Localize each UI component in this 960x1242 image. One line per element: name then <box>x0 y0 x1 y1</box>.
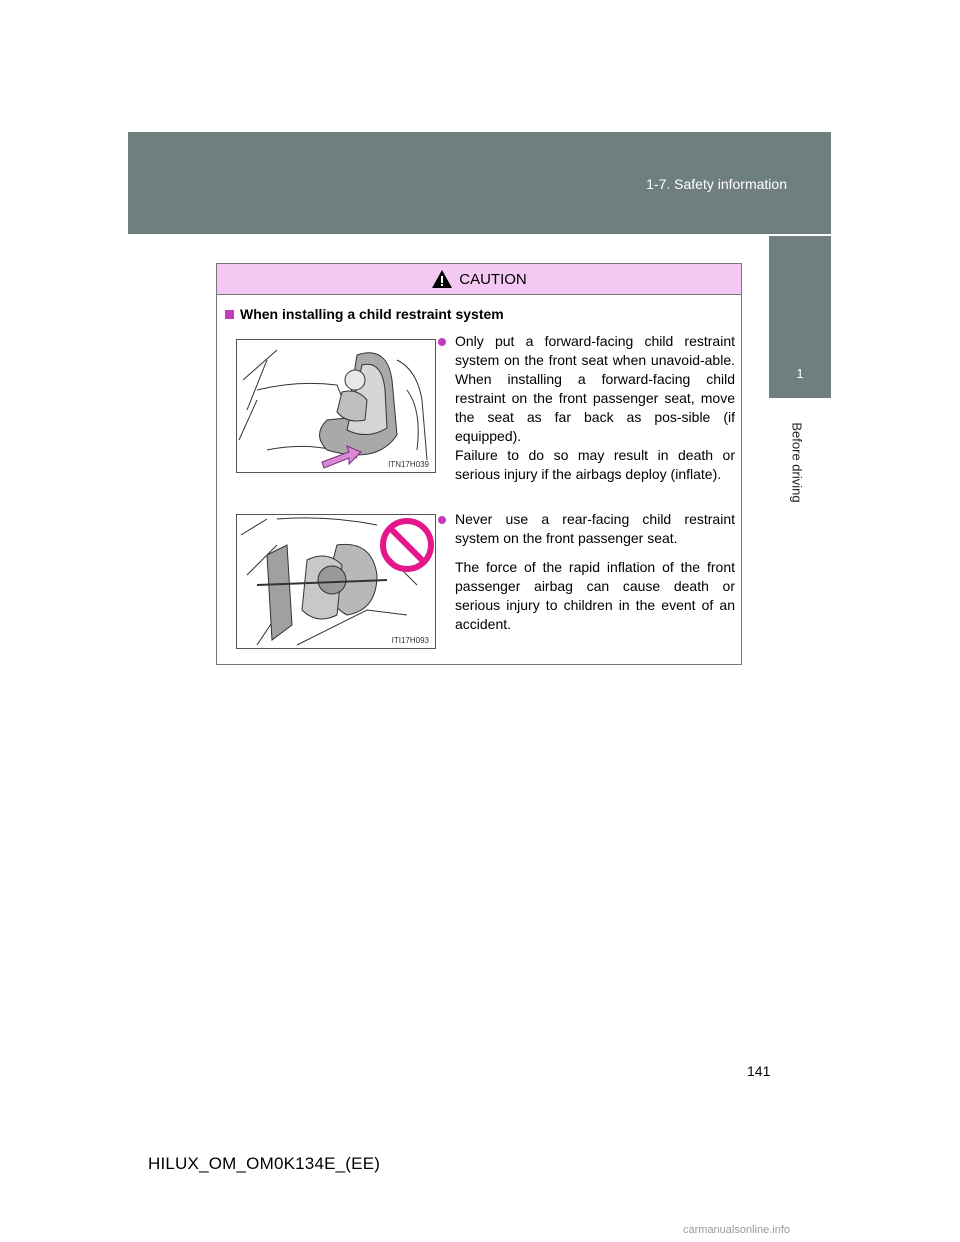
figure-code: ITN17H039 <box>388 460 429 469</box>
chapter-label-text: Before driving <box>789 422 805 503</box>
header-band <box>128 132 831 234</box>
watermark: carmanualsonline.info <box>683 1224 791 1236</box>
chapter-label <box>787 410 807 503</box>
round-bullet-icon <box>438 516 446 524</box>
caution-subheading <box>225 306 504 322</box>
caution-title: CAUTION <box>459 270 527 288</box>
chapter-tab <box>769 236 831 398</box>
forward-facing-seat-illustration <box>236 339 436 473</box>
bullet-followup: The force of the rapid inflation of the front passenger airbag can cause death or serious injury to children in the event of an accident. <box>455 559 735 632</box>
bullet-followup: Failure to do so may result in death or serious injury if the airbags deploy (inflate). <box>455 447 735 482</box>
chapter-number: 1 <box>796 366 804 381</box>
bullet-text: Only put a forward-facing child restraint system on the front seat when unavoid-able. When installing a forward-facing child restraint on the front passenger seat, move the seat as far back as pos-sible (if equipped). <box>455 333 735 444</box>
bullet-rear-facing <box>446 510 735 634</box>
subheading-text: When installing a child restraint system <box>240 306 504 322</box>
bullet-text: Never use a rear-facing child restraint system on the front passenger seat. <box>455 511 735 546</box>
airbag-drawing <box>237 515 436 649</box>
caution-box <box>216 263 742 665</box>
rear-facing-prohibited-illustration <box>236 514 436 649</box>
square-bullet-icon <box>225 310 234 319</box>
caution-header <box>217 264 741 295</box>
document-code: HILUX_OM_OM0K134E_(EE) <box>148 1154 381 1173</box>
warning-icon <box>431 269 453 289</box>
section-title: 1-7. Safety information <box>646 176 787 192</box>
child-seat-drawing <box>237 340 436 473</box>
figure-code: ITI17H093 <box>391 636 429 645</box>
bullet-forward-facing <box>446 332 735 484</box>
page-number: 141 <box>747 1063 771 1079</box>
round-bullet-icon <box>438 338 446 346</box>
